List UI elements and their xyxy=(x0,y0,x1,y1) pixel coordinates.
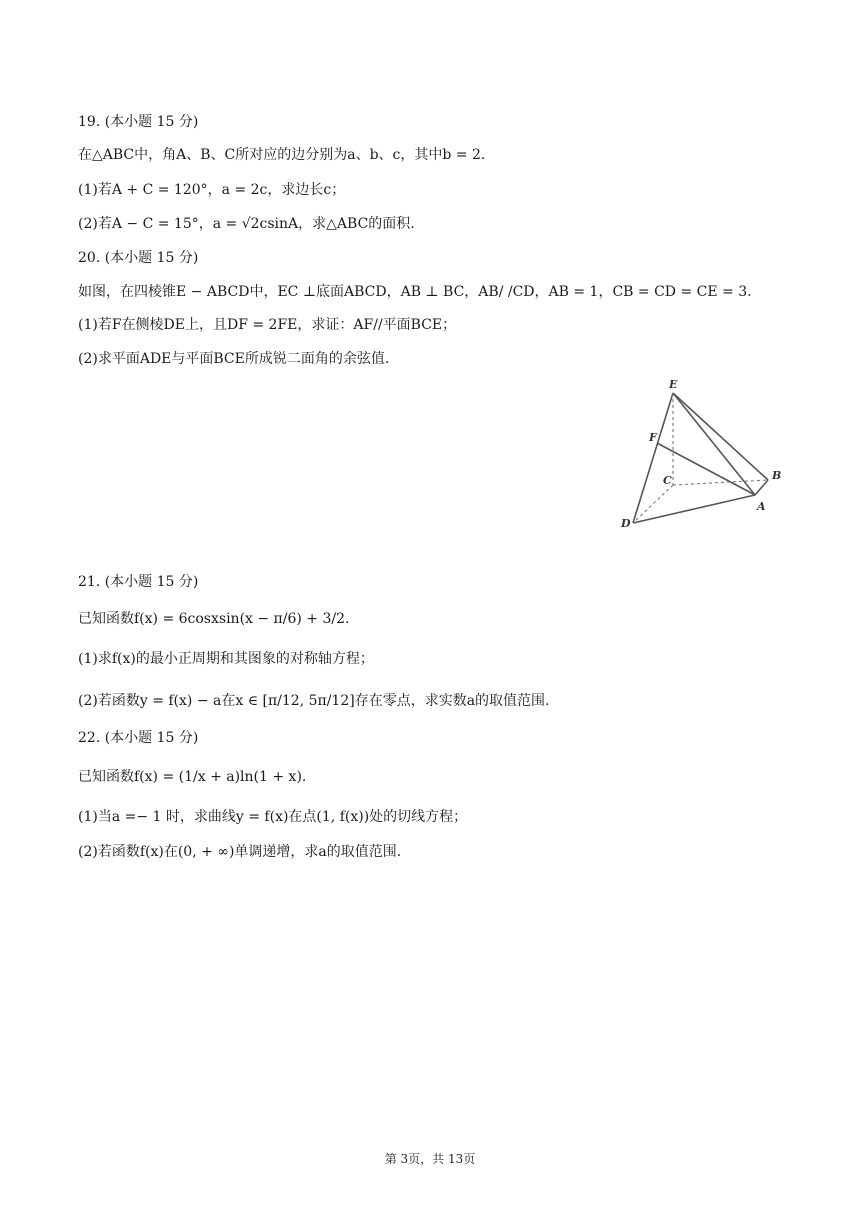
label-C: C xyxy=(663,474,672,487)
label-F: F xyxy=(649,431,657,444)
q21-part2: (2)若函数y = f(x) − a在x ∈ [π/12, 5π/12]存在零点，求实数a的取值范围. xyxy=(78,693,550,709)
label-D: D xyxy=(621,517,631,530)
edge-EA xyxy=(673,393,755,495)
q20-part1: (1)若F在侧棱DE上，且DF = 2FE，求证：AF//平面BCE； xyxy=(78,317,457,333)
q22-stem: 已知函数f(x) = (1/x + a)ln(1 + x). xyxy=(78,769,307,785)
q19-stem: 在△ABC中，角A、B、C所对应的边分别为a、b、c，其中b = 2. xyxy=(78,147,486,163)
pyramid-figure xyxy=(615,375,790,535)
q21-part1: (1)求f(x)的最小正周期和其图象的对称轴方程； xyxy=(78,651,374,667)
edge-AB xyxy=(755,480,768,495)
q22-part1: (1)当a =− 1 时，求曲线y = f(x)在点(1, f(x))处的切线方程； xyxy=(78,809,468,825)
edge-DA xyxy=(633,495,755,523)
q20-stem: 如图，在四棱锥E − ABCD中，EC ⊥底面ABCD，AB ⊥ BC，AB/ /CD，AB = 1，CB = CD = CE = 3. xyxy=(78,284,752,300)
q22-header: 22. (本小题 15 分) xyxy=(78,730,199,746)
q19-part1: (1)若A + C = 120°，a = 2c，求边长c； xyxy=(78,182,346,198)
q20-part2: (2)求平面ADE与平面BCE所成锐二面角的余弦值. xyxy=(78,351,390,367)
label-A: A xyxy=(757,500,766,513)
hidden-edge-CB xyxy=(673,480,768,485)
label-E: E xyxy=(669,378,678,391)
q19-header: 19. (本小题 15 分) xyxy=(78,114,199,130)
edge-EB xyxy=(673,393,768,480)
q19-part2: (2)若A − C = 15°，a = √2csinA，求△ABC的面积. xyxy=(78,216,415,232)
q22-part2: (2)若函数f(x)在(0, + ∞)单调递增，求a的取值范围. xyxy=(78,844,402,860)
edge-FA xyxy=(657,443,755,495)
label-B: B xyxy=(772,469,782,482)
q20-header: 20. (本小题 15 分) xyxy=(78,250,199,266)
edge-ED xyxy=(633,393,673,523)
q21-stem: 已知函数f(x) = 6cosxsin(x − π/6) + 3/2. xyxy=(78,611,350,627)
q21-header: 21. (本小题 15 分) xyxy=(78,574,199,590)
page-number-footer: 第 3页，共 13页 xyxy=(384,1152,476,1166)
